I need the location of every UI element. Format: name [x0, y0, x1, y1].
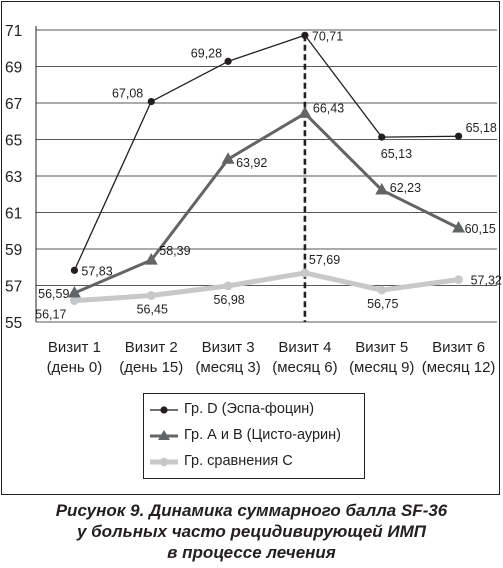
data-label: 56,98 [213, 292, 245, 307]
data-label: 60,15 [464, 222, 496, 237]
legend-item-series-1 [144, 398, 364, 422]
data-label: 62,23 [389, 181, 422, 196]
legend-label: Гр. сравнения С [184, 453, 293, 469]
x-tick-label: Визит 2 [124, 339, 178, 356]
data-label: 69,28 [190, 46, 223, 61]
data-label: 67,08 [111, 86, 144, 101]
data-label: 66,43 [312, 101, 345, 116]
y-tick-label: 67 [5, 96, 23, 113]
series-line-3 [74, 273, 458, 301]
x-tick-label: Визит 6 [432, 339, 486, 356]
figure-caption [0, 500, 503, 563]
legend-item-series-3 [144, 450, 364, 474]
x-tick-label: (месяц 9) [349, 359, 415, 376]
legend-label: Гр. D (Эспа-фоцин) [184, 401, 315, 417]
x-axis [47, 339, 496, 376]
x-tick-label: (день 15) [119, 359, 184, 376]
caption-line-1: Рисунок 9. Динамика суммарного балла SF-36 [55, 501, 448, 520]
data-label: 70,71 [311, 29, 344, 44]
y-tick-label: 55 [5, 315, 23, 332]
y-axis [5, 23, 36, 332]
caption-line-2: у больных часто рецидивирующей ИМП [76, 522, 427, 541]
x-tick-label: (месяц 3) [195, 359, 261, 376]
y-tick-label: 57 [5, 278, 23, 296]
data-point-circle [301, 32, 308, 39]
data-label: 57,83 [81, 264, 113, 279]
x-tick-label: Визит 5 [355, 339, 409, 356]
legend-label: Гр. А и В (Цисто-аурин) [184, 427, 341, 443]
data-point-circle [70, 296, 79, 305]
y-tick-label: 59 [5, 242, 23, 259]
data-point-circle [378, 134, 385, 141]
legend-swatch-triangle-gray [150, 424, 180, 448]
y-tick-label: 69 [5, 59, 23, 77]
data-label: 65,13 [380, 147, 413, 162]
x-tick-label: (месяц 12) [421, 359, 496, 376]
series-line-2 [74, 113, 458, 293]
data-point-triangle [298, 106, 311, 118]
legend-swatch-circle-light [150, 450, 180, 474]
legend-item-series-2 [144, 424, 364, 448]
data-label: 56,17 [35, 307, 67, 322]
data-label: 56,45 [136, 302, 168, 317]
y-tick-label: 65 [5, 132, 23, 150]
x-tick-label: (день 0) [46, 359, 103, 376]
x-tick-label: Визит 3 [201, 339, 255, 356]
data-point-circle [224, 281, 233, 290]
data-point-circle [454, 275, 463, 284]
x-tick-label: Визит 4 [278, 339, 332, 356]
data-label: 65,18 [465, 121, 497, 136]
y-tick-label: 63 [5, 169, 23, 186]
legend [143, 393, 365, 479]
data-label: 56,59 [38, 286, 70, 301]
data-point-circle [71, 267, 78, 274]
x-tick-label: (месяц 6) [272, 359, 338, 376]
x-tick-label: Визит 1 [47, 339, 101, 356]
data-label: 57,69 [308, 252, 341, 267]
y-tick-label: 61 [5, 205, 23, 223]
data-point-circle [455, 133, 462, 140]
legend-swatch-circle-dark [150, 398, 180, 422]
data-point-circle [301, 269, 310, 278]
data-point-circle [224, 58, 231, 65]
data-label: 57,32 [470, 273, 502, 288]
data-point-circle [147, 291, 156, 300]
data-point-circle [377, 286, 386, 295]
data-label: 63,92 [236, 156, 268, 171]
data-label: 58,39 [159, 244, 191, 259]
data-point-circle [148, 98, 155, 105]
caption-line-3: в процессе лечения [167, 543, 336, 562]
data-label: 56,75 [367, 297, 399, 312]
y-tick-label: 71 [5, 23, 23, 40]
